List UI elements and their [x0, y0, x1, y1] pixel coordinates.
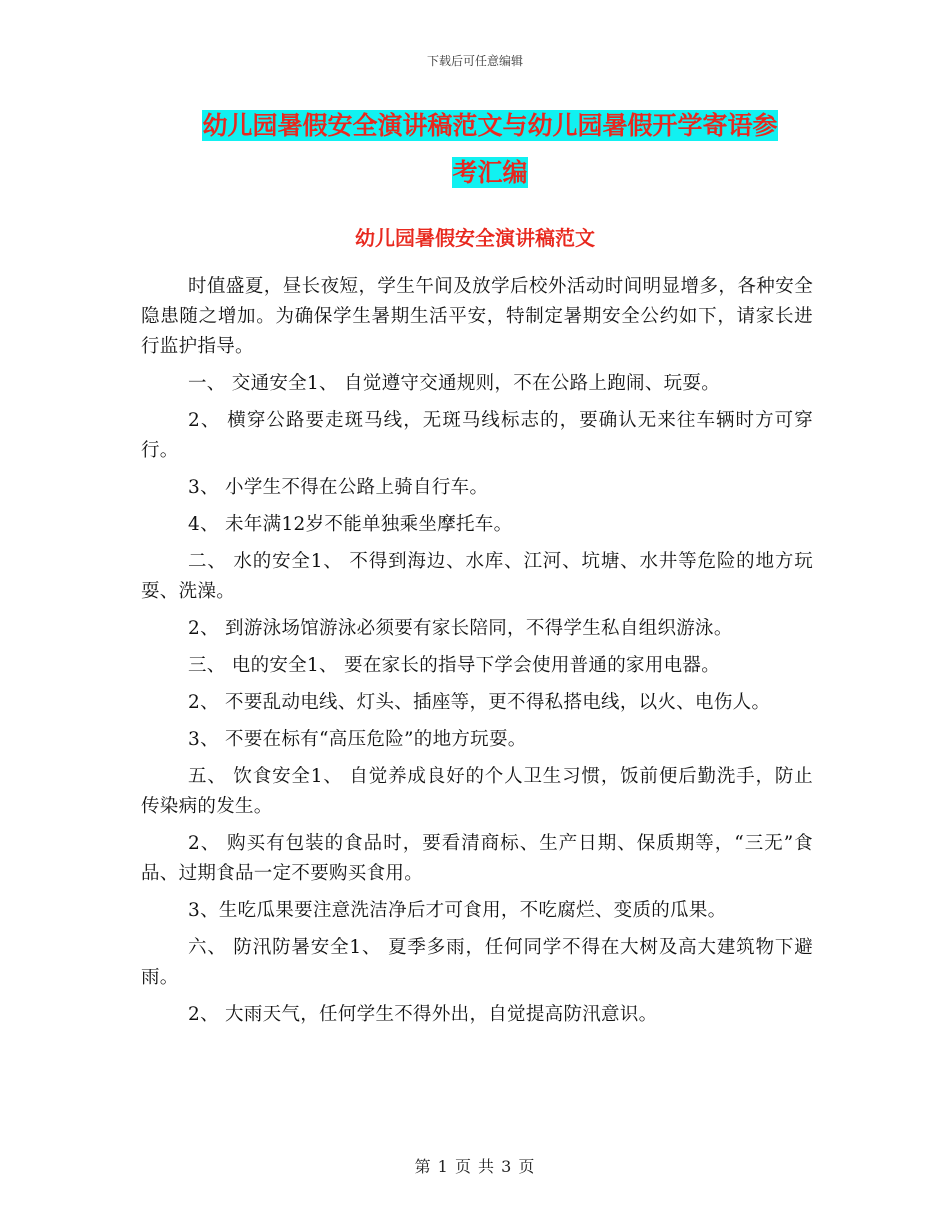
paragraph: 2、 购买有包装的食品时，要看清商标、生产日期、保质期等，“三无”食品、过期食品一定不要购买食用。 [141, 833, 813, 884]
paragraph: 2、 大雨天气，任何学生不得外出，自觉提高防汛意识。 [188, 1004, 658, 1025]
paragraph: 二、 水的安全1、 不得到海边、水库、江河、坑塘、水井等危险的地方玩耍、洗澡。 [141, 551, 813, 602]
paragraph: 三、 电的安全1、 要在家长的指导下学会使用普通的家用电器。 [188, 655, 721, 676]
page-footer-number: 第 1 页 共 3 页 [414, 1157, 536, 1176]
paragraph: 一、 交通安全1、 自觉遵守交通规则，不在公路上跑闹、玩耍。 [188, 373, 721, 394]
body-text [141, 272, 813, 1037]
section-title: 幼儿园暑假安全演讲稿范文 [355, 226, 595, 250]
title-line-1: 幼儿园暑假安全演讲稿范文与幼儿园暑假开学寄语参 [202, 111, 778, 140]
title-line-2: 考汇编 [452, 158, 528, 187]
paragraph: 五、 饮食安全1、 自觉养成良好的个人卫生习惯，饭前便后勤洗手，防止传染病的发生。 [141, 766, 813, 817]
page-header-note: 下载后可任意编辑 [426, 54, 523, 68]
paragraph: 3、 小学生不得在公路上骑自行车。 [188, 477, 489, 498]
paragraph: 3、 不要在标有“高压危险”的地方玩耍。 [188, 729, 527, 750]
paragraph: 六、 防汛防暑安全1、 夏季多雨，任何同学不得在大树及高大建筑物下避雨。 [141, 937, 813, 988]
document-title [160, 110, 820, 204]
paragraph: 2、 不要乱动电线、灯头、插座等，更不得私搭电线，以火、电伤人。 [188, 692, 771, 713]
paragraph: 时值盛夏，昼长夜短，学生午间及放学后校外活动时间明显增多，各种安全隐患随之增加。为确保学生暑期生活平安，特制定暑期安全公约如下，请家长进行监护指导。 [141, 276, 813, 357]
paragraph: 2、 到游泳场馆游泳必须要有家长陪同，不得学生私自组织游泳。 [188, 618, 733, 639]
paragraph: 4、 未年满12岁不能单独乘坐摩托车。 [188, 514, 513, 535]
paragraph: 3、生吃瓜果要注意洗洁净后才可食用，不吃腐烂、变质的瓜果。 [188, 900, 727, 921]
paragraph: 2、 横穿公路要走斑马线，无斑马线标志的，要确认无来往车辆时方可穿行。 [141, 410, 813, 461]
